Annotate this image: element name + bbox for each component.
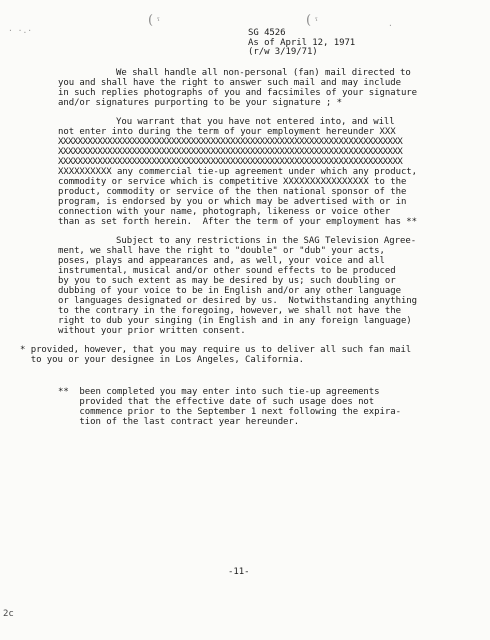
star-footnote-line: to you or your designee in Los Angeles, California. [20,355,304,365]
p3-line: right to dub your singing (in English and in any foreign language) [58,316,412,326]
document-date: As of April 12, 1971 [248,38,356,48]
p3-line: instrumental, musical and/or other sound effects to be produced [58,266,396,276]
double-star-footnote-line: ** been completed you may enter into such tie-up agreements [58,387,380,397]
p3-line: Subject to any restrictions in the SAG Television Agree- [116,236,417,246]
p1-line: and/or signatures purporting to be your signature ; * [58,98,342,108]
p1-line: in such replies photographs of you and facsimiles of your signature [58,88,418,98]
double-star-footnote-line: commence prior to the September 1 next following the expira- [58,407,401,417]
hole-mark-left: ( ˁ [148,13,160,28]
p2-line: You warrant that you have not entered into, and will [116,117,395,127]
star-footnote-line: * provided, however, that you may require us to deliver all such fan mail [20,345,412,355]
p2-struck-line: XXXXXXXXXXXXXXXXXXXXXXXXXXXXXXXXXXXXXXXXXXXXXXXXXXXXXXXXXXXXXXXXXXXXXX [58,137,403,147]
page-number: -11- [228,567,250,577]
p3-line: or languages designated or desired by us. Notwithstanding anything [58,296,418,306]
document-number: SG 4526 [248,28,286,38]
p2-line: product, commodity or service of the then national sponsor of the [58,187,407,197]
p2-line: than as set forth herein. After the term of your employment has ** [58,217,418,227]
p3-line: dubbing of your voice to be in English and/or any other language [58,286,401,296]
p2-line: connection with your name, photograph, likeness or voice other [58,207,391,217]
p2-line: XXXXXXXXXX any commercial tie-up agreement under which any product, [58,167,418,177]
speck-mark: · ·.· [8,26,33,35]
p2-struck-line: XXXXXXXXXXXXXXXXXXXXXXXXXXXXXXXXXXXXXXXXXXXXXXXXXXXXXXXXXXXXXXXXXXXXXX [58,147,403,157]
p2-struck-line: XXXXXXXXXXXXXXXXXXXXXXXXXXXXXXXXXXXXXXXXXXXXXXXXXXXXXXXXXXXXXXXXXXXXXX [58,157,403,167]
p1-line: you and shall have the right to answer such mail and may include [58,78,401,88]
p3-line: by you to such extent as may be desired by us; such doubling or [58,276,396,286]
document-revision: (r/w 3/19/71) [248,47,318,57]
speck-mark: · [388,21,393,30]
double-star-footnote-line: tion of the last contract year hereunder. [58,417,300,427]
p3-line: without your prior written consent. [58,326,246,336]
p3-line: to the contrary in the foregoing, however, we shall not have the [58,306,401,316]
p1-line: We shall handle all non-personal (fan) mail directed to [116,68,411,78]
p3-line: ment, we shall have the right to "double" or "dub" your acts, [58,246,385,256]
p2-line: program, is endorsed by you or which may be advertised with or in [58,197,407,207]
hole-mark-right: ( ˁ [306,13,318,28]
p3-line: poses, plays and appearances and, as well, your voice and all [58,256,385,266]
p2-line: commodity or service which is competitive XXXXXXXXXXXXXXXX to the [58,177,407,187]
double-star-footnote-line: provided that the effective date of such usage does not [58,397,375,407]
p2-line: not enter into during the term of your employment hereunder XXX [58,127,396,137]
margin-mark: 2c [3,609,14,619]
